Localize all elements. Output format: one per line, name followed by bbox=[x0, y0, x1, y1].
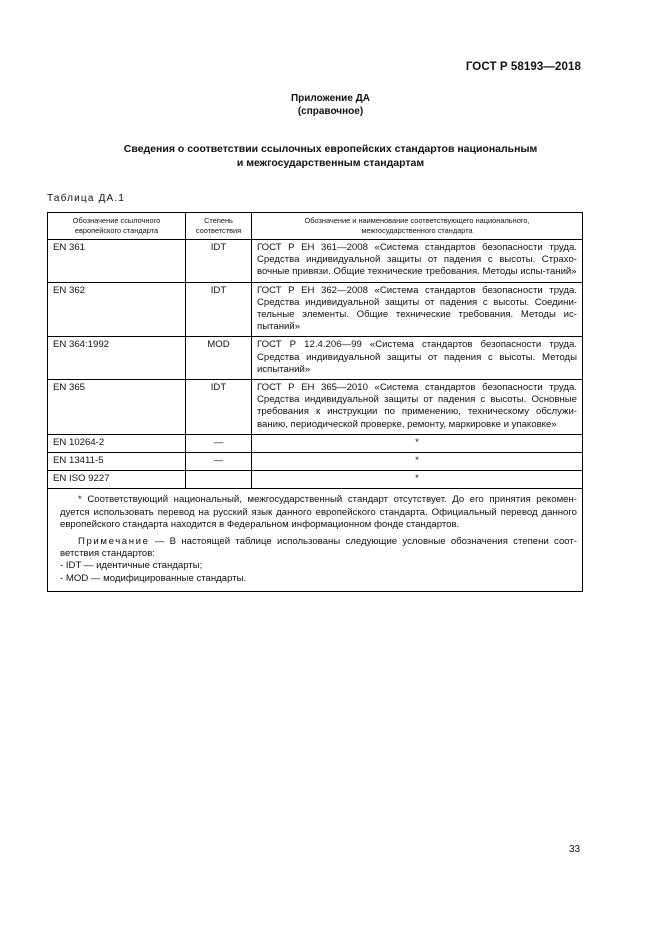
correspondence-table-wrapper bbox=[47, 212, 583, 592]
standard-cell: ГОСТ Р ЕН 361—2008 «Система стандартов безопасности труда. Средства индивидуальной защиты от падения с высоты. Страхо-вочные привязи. Общие технические требования. Методы испы-таний» bbox=[252, 240, 583, 283]
degree-cell bbox=[186, 471, 252, 489]
table-footer bbox=[48, 489, 583, 591]
reference-cell: EN 362 bbox=[48, 282, 186, 337]
header-degree bbox=[186, 213, 252, 240]
header-col1-line2: европейского стандарта bbox=[74, 226, 159, 235]
document-code: ГОСТ Р 58193—2018 bbox=[465, 61, 581, 73]
standard-cell: * bbox=[252, 471, 583, 489]
standard-cell: * bbox=[252, 453, 583, 471]
header-col3-line1: Обозначение и наименование соответствующего национального, bbox=[304, 216, 530, 225]
section-title-line1: Сведения о соответствии ссылочных европейских стандартов национальным bbox=[123, 143, 538, 155]
note-label: Примечание bbox=[78, 536, 150, 548]
annex-heading bbox=[0, 92, 661, 118]
table-row bbox=[48, 337, 583, 380]
note-item-idt: - IDT — идентичные стандарты; bbox=[60, 560, 203, 572]
header-col2-line1: Степень bbox=[204, 216, 233, 225]
degree-cell: IDT bbox=[186, 282, 252, 337]
table-header-row bbox=[48, 213, 583, 240]
section-title bbox=[0, 143, 661, 170]
degree-cell: — bbox=[186, 434, 252, 452]
section-title-line2: и межгосударственным стандартам bbox=[236, 156, 425, 169]
reference-cell: EN ISO 9227 bbox=[48, 471, 186, 489]
note bbox=[60, 536, 577, 560]
table-caption: Таблица ДА.1 bbox=[47, 193, 126, 204]
header-col3-line2: межгосударственного стандарта bbox=[361, 226, 473, 235]
reference-cell: EN 361 bbox=[48, 240, 186, 283]
standard-cell: * bbox=[252, 434, 583, 452]
degree-cell: — bbox=[186, 453, 252, 471]
reference-cell: EN 364:1992 bbox=[48, 337, 186, 380]
correspondence-table bbox=[47, 212, 583, 592]
footnote: * Соответствующий национальный, межгосударственный стандарт отсутствует. До его принятия рекомен-дуется использовать перевод на русский язык данного европейского стандарта. Официальный перевод данного европейского стандарта находится в Федеральном информационном фонде стандартов. bbox=[60, 494, 577, 530]
page-number: 33 bbox=[569, 844, 581, 855]
header-col1-line1: Обозначение ссылочного bbox=[72, 216, 161, 225]
header-reference-standard bbox=[48, 213, 186, 240]
standard-cell: ГОСТ Р 12.4.206—99 «Система стандартов безопасности труда. Средства индивидуальной защиты от падения с высоты. Методы испытаний» bbox=[252, 337, 583, 380]
note-text: — В настоящей таблице использованы следующие условные обозначения степени соот-ветствия стандартов: bbox=[60, 536, 577, 560]
table-row bbox=[48, 380, 583, 435]
degree-cell: MOD bbox=[186, 337, 252, 380]
table-footer-row bbox=[48, 489, 583, 591]
table-row bbox=[48, 434, 583, 452]
reference-cell: EN 13411-5 bbox=[48, 453, 186, 471]
annex-subtitle: (справочное) bbox=[297, 106, 364, 117]
table-row bbox=[48, 282, 583, 337]
annex-title: Приложение ДА bbox=[290, 93, 371, 104]
header-col2-line2: соответствия bbox=[195, 226, 242, 235]
table-row bbox=[48, 453, 583, 471]
degree-cell: IDT bbox=[186, 240, 252, 283]
standard-cell: ГОСТ Р ЕН 365—2010 «Система стандартов безопасности труда. Средства индивидуальной защиты от падения с высоты. Основные требования к инструкции по применению, техническому обслужи-ванию, периодической проверке, ремонту, маркировке и упаковке» bbox=[252, 380, 583, 435]
degree-cell: IDT bbox=[186, 380, 252, 435]
table-row bbox=[48, 471, 583, 489]
standard-cell: ГОСТ Р ЕН 362—2008 «Система стандартов безопасности труда. Средства индивидуальной защиты от падения с высоты. Соедини-тельные элементы. Общие технические требования. Методы ис-пытаний» bbox=[252, 282, 583, 337]
table-row bbox=[48, 240, 583, 283]
note-item-mod: - MOD — модифицированные стандарты. bbox=[60, 572, 247, 584]
header-national-standard bbox=[252, 213, 583, 240]
reference-cell: EN 365 bbox=[48, 380, 186, 435]
reference-cell: EN 10264-2 bbox=[48, 434, 186, 452]
